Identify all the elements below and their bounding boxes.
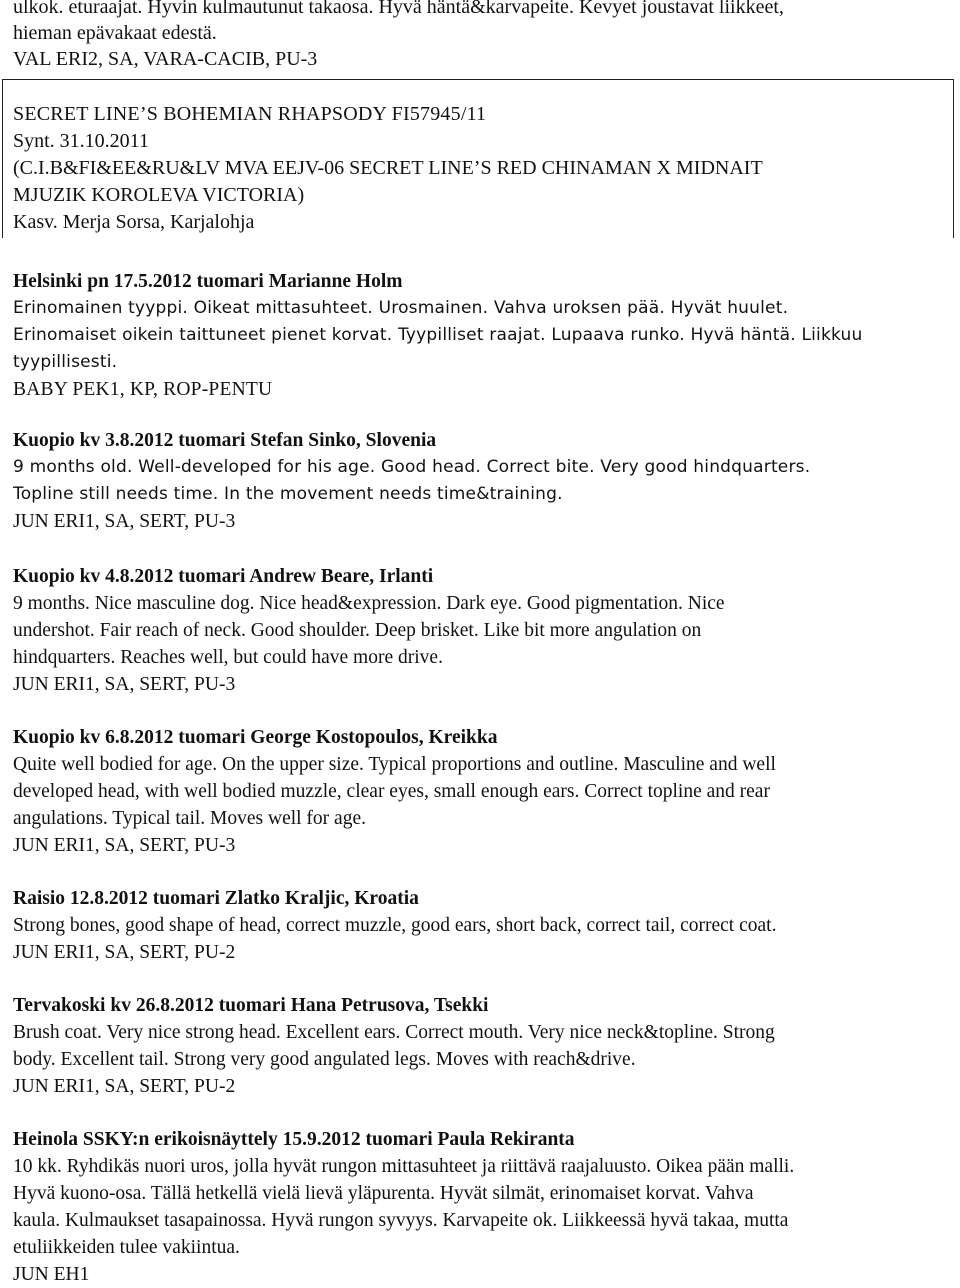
dog-parents: MJUZIK KOROLEVA VICTORIA)	[13, 184, 305, 206]
show-result: JUN ERI1, SA, SERT, PU-2	[13, 1076, 236, 1097]
show-entry	[13, 563, 953, 698]
show-result: JUN ERI1, SA, SERT, PU-2	[13, 942, 236, 963]
show-entry	[13, 427, 953, 535]
show-entry	[13, 992, 953, 1100]
intro-line: ulkok. eturaajat. Hyvin kulmautunut takaosa. Hyvä häntä&karvapeite. Kevyet joustavat liikkeet,	[13, 0, 784, 18]
show-heading: Heinola SSKY:n erikoisnäyttely 15.9.2012 tuomari Paula Rekiranta	[13, 1129, 575, 1150]
show-entry	[13, 1126, 953, 1288]
dog-breeder: Kasv. Merja Sorsa, Karjalohja	[13, 211, 255, 233]
show-heading: Kuopio kv 3.8.2012 tuomari Stefan Sinko, Slovenia	[13, 430, 437, 451]
show-critique-line: Erinomaiset oikein taittuneet pienet korvat. Tyypilliset raajat. Lupaava runko. Hyvä häntä. Liikkuu	[13, 325, 863, 345]
show-entry	[13, 268, 953, 403]
show-critique-line: kaula. Kulmaukset tasapainossa. Hyvä rungon syvyys. Karvapeite ok. Liikkeessä hyvä takaa, mutta	[13, 1210, 789, 1231]
show-heading: Kuopio kv 6.8.2012 tuomari George Kostopoulos, Kreikka	[13, 727, 498, 748]
dog-parents: (C.I.B&FI&EE&RU&LV MVA EEJV-06 SECRET LINE’S RED CHINAMAN X MIDNAIT	[13, 157, 763, 179]
show-critique-line: hindquarters. Reaches well, but could have more drive.	[13, 647, 443, 668]
show-critique-line: Quite well bodied for age. On the upper size. Typical proportions and outline. Masculine and well	[13, 754, 776, 775]
show-critique-line: body. Excellent tail. Strong very good angulated legs. Moves with reach&drive.	[13, 1049, 636, 1070]
show-critique-line: etuliikkeiden tulee vakiintua.	[13, 1237, 240, 1258]
intro-result: VAL ERI2, SA, VARA-CACIB, PU-3	[13, 48, 318, 70]
dog-info-box	[2, 79, 954, 238]
show-heading: Tervakoski kv 26.8.2012 tuomari Hana Petrusova, Tsekki	[13, 995, 489, 1016]
show-heading: Kuopio kv 4.8.2012 tuomari Andrew Beare, Irlanti	[13, 566, 434, 587]
show-critique-line: 10 kk. Ryhdikäs nuori uros, jolla hyvät rungon mittasuhteet ja riittävä raajaluusto. Oikea pään malli.	[13, 1156, 795, 1177]
show-heading: Helsinki pn 17.5.2012 tuomari Marianne Holm	[13, 271, 403, 292]
show-critique-line: tyypillisesti.	[13, 352, 118, 372]
show-result: JUN ERI1, SA, SERT, PU-3	[13, 511, 236, 532]
show-critique-line: developed head, with well bodied muzzle, clear eyes, small enough ears. Correct topline and rear	[13, 781, 770, 802]
show-critique-line: angulations. Typical tail. Moves well for age.	[13, 808, 366, 829]
dog-birthdate: Synt. 31.10.2011	[13, 130, 149, 152]
show-result: JUN EH1	[13, 1264, 90, 1285]
show-entry	[13, 885, 953, 966]
show-heading: Raisio 12.8.2012 tuomari Zlatko Kraljic, Kroatia	[13, 888, 419, 909]
show-critique-line: Erinomainen tyyppi. Oikeat mittasuhteet. Urosmainen. Vahva uroksen pää. Hyvät huulet.	[13, 298, 789, 318]
show-result: JUN ERI1, SA, SERT, PU-3	[13, 674, 236, 695]
intro-critique	[13, 0, 953, 72]
show-result: BABY PEK1, KP, ROP-PENTU	[13, 379, 273, 400]
show-critique-line: 9 months old. Well-developed for his age. Good head. Correct bite. Very good hindquarters.	[13, 457, 811, 477]
show-critique-line: 9 months. Nice masculine dog. Nice head&expression. Dark eye. Good pigmentation. Nice	[13, 593, 725, 614]
show-critique-line: Topline still needs time. In the movement needs time&training.	[13, 484, 563, 504]
dog-name: SECRET LINE’S BOHEMIAN RHAPSODY FI57945/11	[13, 103, 487, 125]
intro-line: hieman epävakaat edestä.	[13, 22, 217, 44]
show-critique-line: undershot. Fair reach of neck. Good shoulder. Deep brisket. Like bit more angulation on	[13, 620, 702, 641]
show-entry	[13, 724, 953, 859]
show-critique-line: Strong bones, good shape of head, correct muzzle, good ears, short back, correct tail, correct coat.	[13, 915, 777, 936]
show-result: JUN ERI1, SA, SERT, PU-3	[13, 835, 236, 856]
show-critique-line: Hyvä kuono-osa. Tällä hetkellä vielä lievä yläpurenta. Hyvät silmät, erinomaiset korvat. Vahva	[13, 1183, 754, 1204]
show-critique-line: Brush coat. Very nice strong head. Excellent ears. Correct mouth. Very nice neck&topline. Strong	[13, 1022, 775, 1043]
